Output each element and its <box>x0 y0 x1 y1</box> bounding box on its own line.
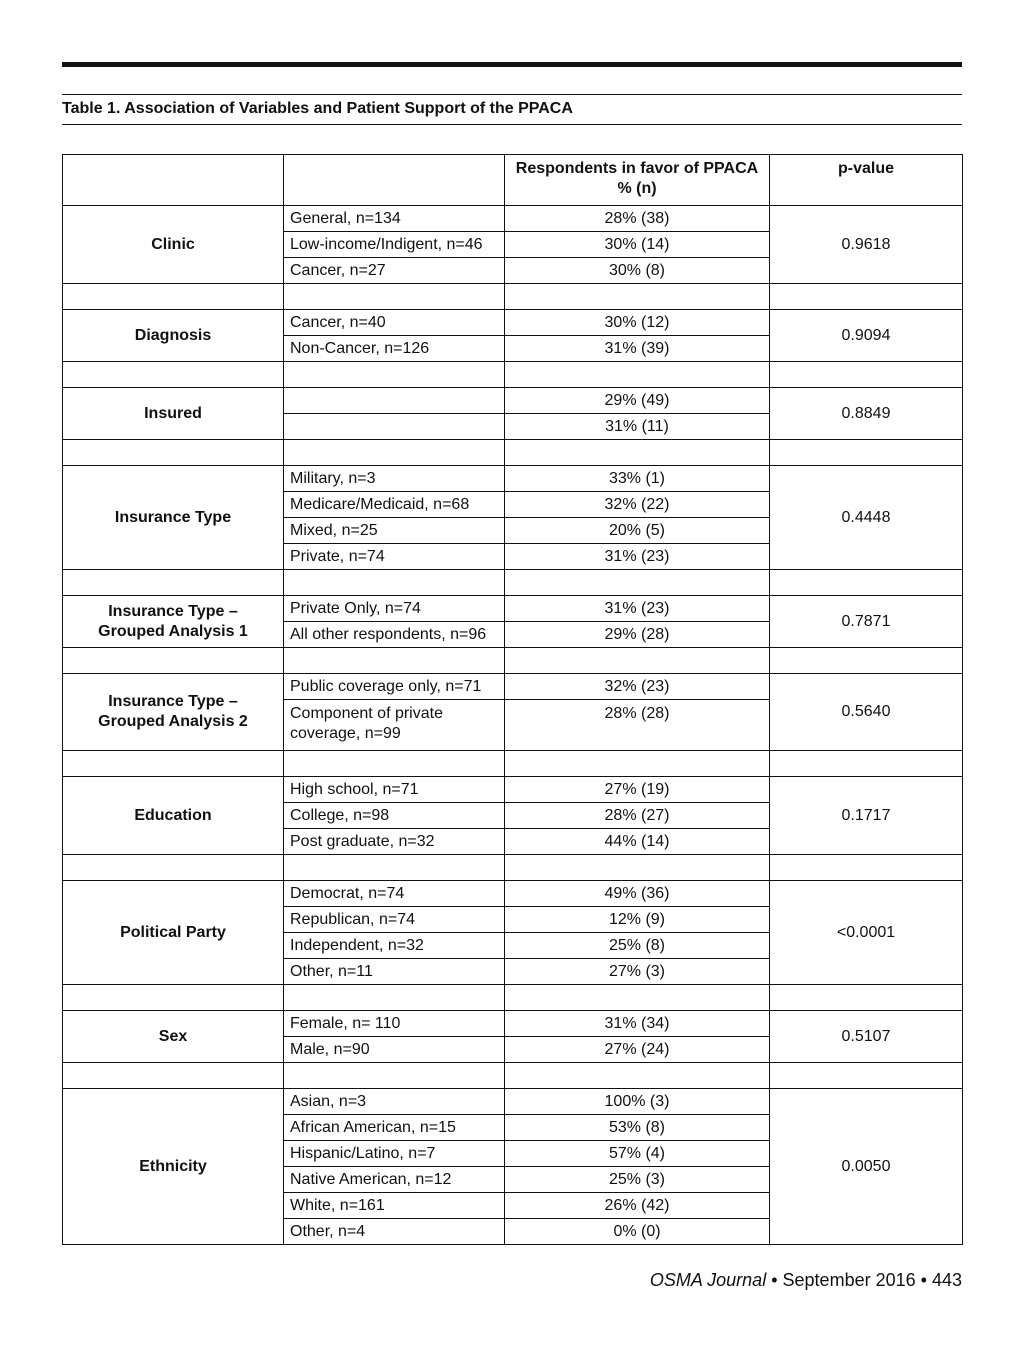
subgroup-cell: Cancer, n=40 <box>284 310 505 336</box>
table-row <box>63 1089 963 1115</box>
header-cell-empty <box>284 155 505 206</box>
subgroup-cell: African American, n=15 <box>284 1115 505 1141</box>
value-cell: 30% (12) <box>505 310 770 336</box>
subgroup-cell <box>284 700 505 751</box>
pvalue-cell: 0.5640 <box>770 674 963 751</box>
pvalue-cell: 0.9618 <box>770 206 963 284</box>
subgroup-cell: All other respondents, n=96 <box>284 622 505 648</box>
value-cell: 26% (42) <box>505 1193 770 1219</box>
bullet-separator: • <box>771 1270 783 1290</box>
subgroup-cell: Other, n=11 <box>284 959 505 985</box>
value-cell: 31% (23) <box>505 544 770 570</box>
table-row <box>63 881 963 907</box>
table-row <box>63 310 963 336</box>
value-cell: 28% (27) <box>505 803 770 829</box>
pvalue-cell: 0.8849 <box>770 388 963 440</box>
table-row <box>63 1011 963 1037</box>
group-label-line2: Grouped Analysis 2 <box>98 713 248 730</box>
value-cell: 31% (34) <box>505 1011 770 1037</box>
group-label: Diagnosis <box>63 310 284 362</box>
subgroup-cell: Asian, n=3 <box>284 1089 505 1115</box>
subgroup-cell: General, n=134 <box>284 206 505 232</box>
spacer-row <box>63 440 963 466</box>
table-row <box>63 466 963 492</box>
subgroup-cell: College, n=98 <box>284 803 505 829</box>
value-cell: 32% (23) <box>505 674 770 700</box>
subgroup-cell: Mixed, n=25 <box>284 518 505 544</box>
group-label <box>63 674 284 751</box>
subgroup-cell <box>284 414 505 440</box>
spacer-row <box>63 362 963 388</box>
subgroup-cell <box>284 388 505 414</box>
value-cell: 0% (0) <box>505 1219 770 1245</box>
subgroup-cell: Post graduate, n=32 <box>284 829 505 855</box>
subgroup-cell: Hispanic/Latino, n=7 <box>284 1141 505 1167</box>
subgroup-cell: Private, n=74 <box>284 544 505 570</box>
subgroup-cell: White, n=161 <box>284 1193 505 1219</box>
pvalue-cell: 0.7871 <box>770 596 963 648</box>
pvalue-cell: 0.5107 <box>770 1011 963 1063</box>
group-label: Insured <box>63 388 284 440</box>
pvalue-cell: <0.0001 <box>770 881 963 985</box>
value-cell: 27% (24) <box>505 1037 770 1063</box>
value-cell: 29% (49) <box>505 388 770 414</box>
value-cell: 32% (22) <box>505 492 770 518</box>
pvalue-cell: 0.0050 <box>770 1089 963 1245</box>
group-label <box>63 596 284 648</box>
value-cell: 44% (14) <box>505 829 770 855</box>
value-cell: 27% (19) <box>505 777 770 803</box>
bullet-separator: • <box>920 1270 932 1290</box>
top-rule <box>62 62 962 67</box>
table-caption: Table 1. Association of Variables and Patient Support of the PPACA <box>62 100 573 117</box>
subgroup-cell: High school, n=71 <box>284 777 505 803</box>
table-row <box>63 388 963 414</box>
group-label-line1: Insurance Type – <box>108 693 238 710</box>
table-row <box>63 674 963 700</box>
value-cell: 29% (28) <box>505 622 770 648</box>
value-cell: 49% (36) <box>505 881 770 907</box>
subgroup-line2: coverage, n=99 <box>290 725 401 742</box>
value-cell: 28% (38) <box>505 206 770 232</box>
header-cell-empty <box>63 155 284 206</box>
header-row <box>63 155 963 206</box>
value-cell: 27% (3) <box>505 959 770 985</box>
header-pvalue: p-value <box>770 155 963 206</box>
spacer-row <box>63 855 963 881</box>
subgroup-cell: Non-Cancer, n=126 <box>284 336 505 362</box>
subgroup-cell: Private Only, n=74 <box>284 596 505 622</box>
subgroup-cell: Low-income/Indigent, n=46 <box>284 232 505 258</box>
value-cell: 30% (8) <box>505 258 770 284</box>
issue-date: September 2016 <box>782 1270 916 1290</box>
value-cell: 25% (8) <box>505 933 770 959</box>
spacer-row <box>63 985 963 1011</box>
group-label: Political Party <box>63 881 284 985</box>
pvalue-cell: 0.9094 <box>770 310 963 362</box>
pvalue-cell: 0.4448 <box>770 466 963 570</box>
value-cell: 57% (4) <box>505 1141 770 1167</box>
table-row <box>63 596 963 622</box>
group-label: Education <box>63 777 284 855</box>
table-row <box>63 777 963 803</box>
subgroup-line1: Component of private <box>290 705 443 722</box>
group-label-line1: Insurance Type – <box>108 602 238 620</box>
value-cell: 31% (23) <box>505 596 770 622</box>
group-label-line2: Grouped Analysis 1 <box>98 622 248 640</box>
subgroup-cell: Republican, n=74 <box>284 907 505 933</box>
group-label: Ethnicity <box>63 1089 284 1245</box>
spacer-row <box>63 648 963 674</box>
subgroup-cell: Public coverage only, n=71 <box>284 674 505 700</box>
value-cell: 30% (14) <box>505 232 770 258</box>
caption-bottom-rule <box>62 124 962 125</box>
page-number: 443 <box>931 1270 962 1290</box>
spacer-row <box>63 1063 963 1089</box>
journal-name: OSMA Journal <box>649 1270 767 1290</box>
subgroup-cell: Male, n=90 <box>284 1037 505 1063</box>
subgroup-cell: Independent, n=32 <box>284 933 505 959</box>
caption-top-rule <box>62 94 962 95</box>
spacer-row <box>63 751 963 777</box>
subgroup-cell: Other, n=4 <box>284 1219 505 1245</box>
value-cell: 31% (39) <box>505 336 770 362</box>
pvalue-cell: 0.1717 <box>770 777 963 855</box>
page-footer <box>650 1268 962 1292</box>
header-respondents-line2: % (n) <box>617 180 657 197</box>
group-label: Clinic <box>63 206 284 284</box>
value-cell: 20% (5) <box>505 518 770 544</box>
subgroup-cell: Native American, n=12 <box>284 1167 505 1193</box>
header-respondents-line1: Respondents in favor of PPACA <box>515 160 759 177</box>
value-cell: 100% (3) <box>505 1089 770 1115</box>
results-table <box>62 154 963 1245</box>
table-row <box>63 206 963 232</box>
group-label: Sex <box>63 1011 284 1063</box>
value-cell: 33% (1) <box>505 466 770 492</box>
value-cell: 12% (9) <box>505 907 770 933</box>
value-cell: 53% (8) <box>505 1115 770 1141</box>
subgroup-cell: Democrat, n=74 <box>284 881 505 907</box>
header-respondents <box>505 155 770 206</box>
subgroup-cell: Female, n= 110 <box>284 1011 505 1037</box>
spacer-row <box>63 570 963 596</box>
subgroup-cell: Medicare/Medicaid, n=68 <box>284 492 505 518</box>
subgroup-cell: Cancer, n=27 <box>284 258 505 284</box>
value-cell: 25% (3) <box>505 1167 770 1193</box>
spacer-row <box>63 284 963 310</box>
group-label: Insurance Type <box>63 466 284 570</box>
value-cell: 28% (28) <box>505 700 770 751</box>
subgroup-cell: Military, n=3 <box>284 466 505 492</box>
value-cell: 31% (11) <box>505 414 770 440</box>
